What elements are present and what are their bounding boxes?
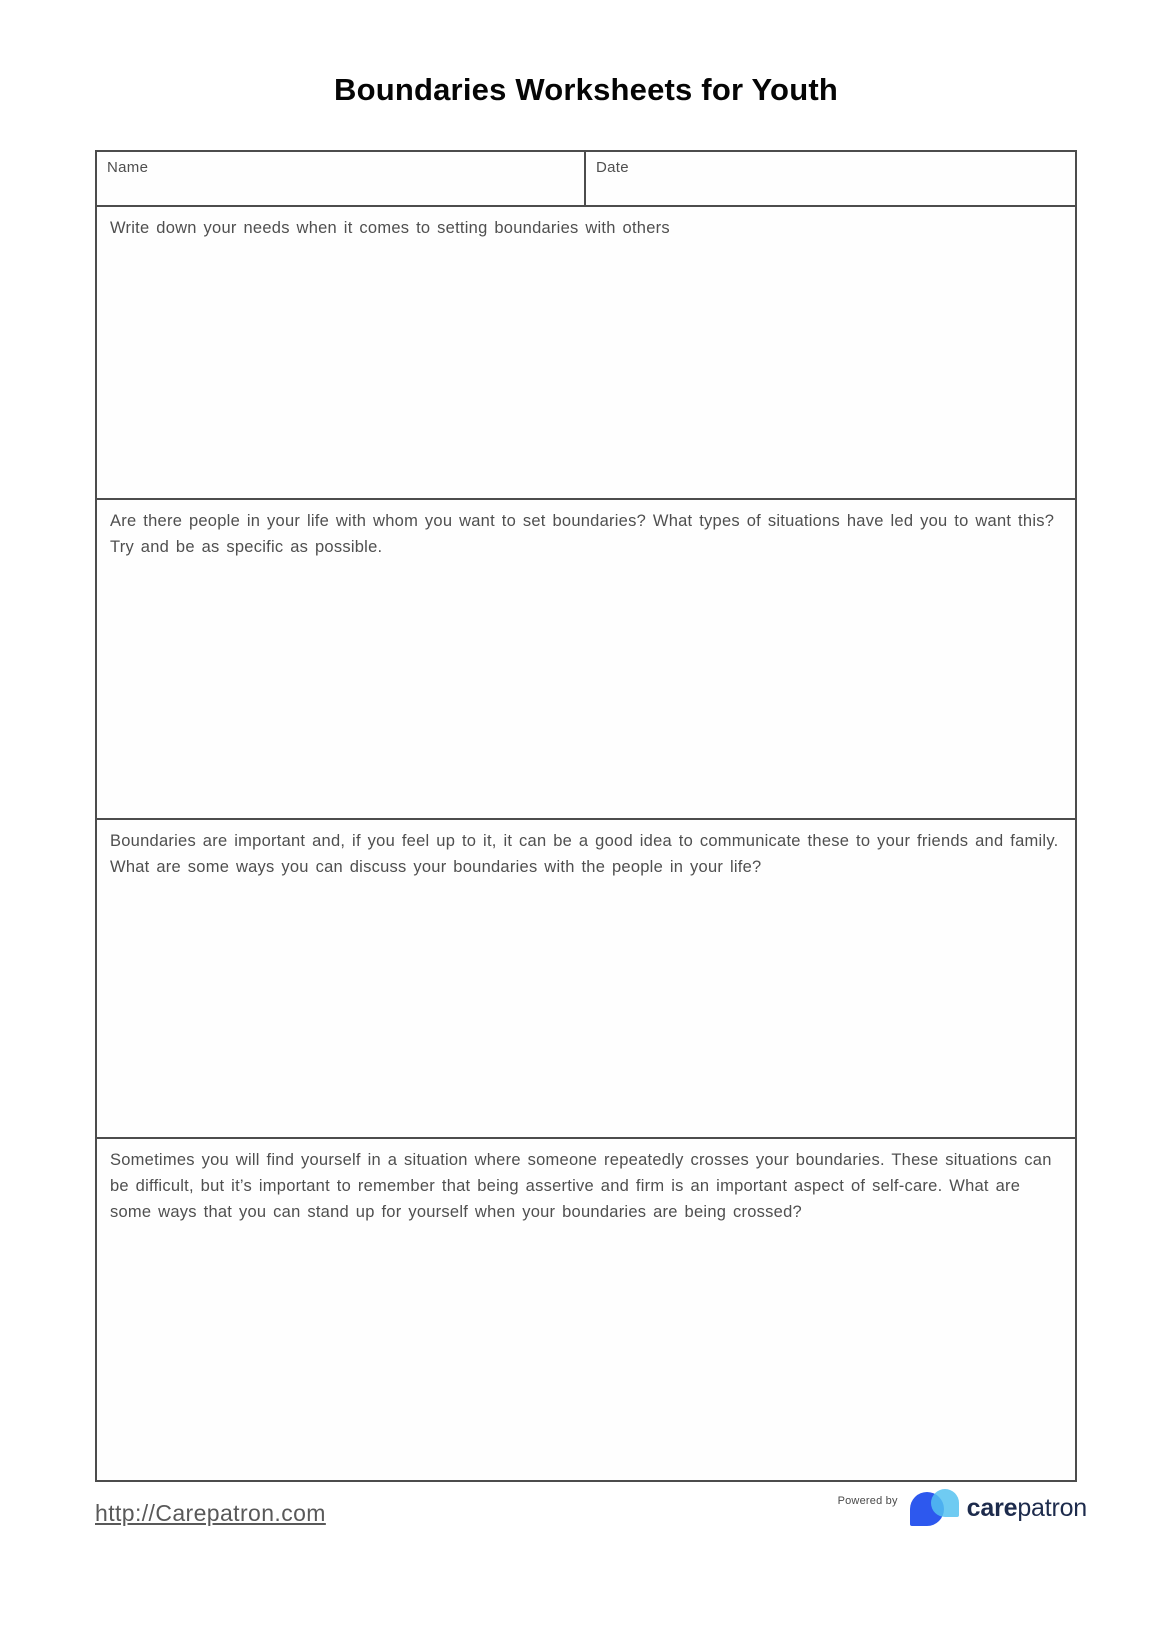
page-title: Boundaries Worksheets for Youth <box>333 72 838 107</box>
brand-wordmark <box>967 1488 1087 1528</box>
question-box-needs[interactable] <box>97 207 1075 500</box>
answer-area[interactable] <box>110 880 1062 890</box>
name-label: Name <box>107 159 149 176</box>
answer-area[interactable] <box>110 1225 1062 1235</box>
question-box-people[interactable] <box>97 500 1075 820</box>
carepatron-link[interactable]: http://Carepatron.com <box>95 1500 326 1526</box>
powered-by-label: Powered by <box>837 1495 898 1507</box>
page-footer <box>95 1488 1087 1528</box>
brand-patron: patron <box>1017 1494 1087 1522</box>
name-field[interactable] <box>97 152 586 205</box>
logo-bubble-light <box>931 1489 959 1517</box>
question-box-stand-up[interactable] <box>97 1139 1075 1480</box>
name-value[interactable] <box>107 176 574 186</box>
answer-area[interactable] <box>110 241 1062 251</box>
carepatron-brand <box>838 1488 1087 1528</box>
date-field[interactable] <box>586 152 1075 205</box>
answer-area[interactable] <box>110 560 1062 570</box>
name-date-row <box>97 152 1075 207</box>
question-prompt: Boundaries are important and, if you feel up to it, it can be a good idea to communicate these to your friends and family. What are some ways you can discuss your boundaries with the people in your life? <box>110 832 1059 876</box>
question-prompt: Sometimes you will find yourself in a situation where someone repeatedly crosses your boundaries. These situations can be difficult, but it’s important to remember that being assertive and firm is an important aspect of self-care. What are some ways that you can stand up for yourself when your boundaries are being crossed? <box>110 1151 1052 1221</box>
question-box-communicate[interactable] <box>97 820 1075 1139</box>
question-prompt: Write down your needs when it comes to setting boundaries with others <box>110 219 670 237</box>
worksheet-table <box>95 150 1077 1482</box>
brand-care: care <box>966 1494 1018 1522</box>
carepatron-logo-icon <box>910 1488 960 1528</box>
date-value[interactable] <box>596 176 1065 186</box>
question-prompt: Are there people in your life with whom you want to set boundaries? What types of situations have led you to want this? Try and be as specific as possible. <box>110 512 1055 556</box>
date-label: Date <box>596 159 629 176</box>
